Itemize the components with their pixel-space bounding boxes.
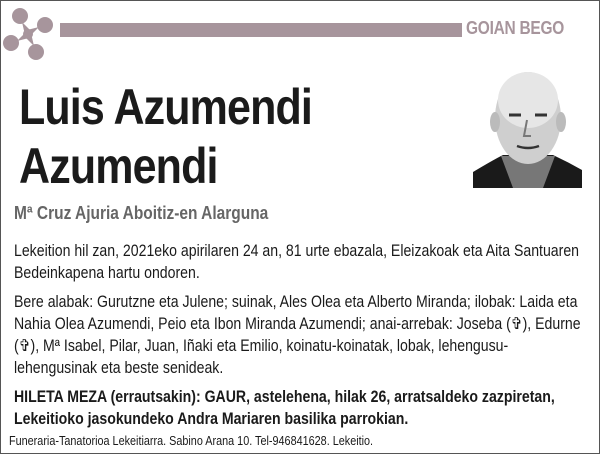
death-paragraph: Lekeition hil zan, 2021eko apirilaren 24 an, 81 urte ebazala, Eleizakoak eta Aita Santuaren Bedeinkapena hartu ondoren. <box>14 242 580 282</box>
portrait-photo <box>473 60 582 188</box>
name-line-2: Azumendi <box>19 138 218 194</box>
widow-subtitle: Mª Cruz Ajuria Aboitiz-en Alarguna <box>14 203 269 223</box>
deceased-name <box>19 78 312 196</box>
header-bar <box>60 23 462 37</box>
funeral-paragraph: HILETA MEZA (errautsakin): GAUR, astelehena, hilak 26, arratsaldeko zazpiretan, Lekeitioko jasokundeko Andra Mariaren basilika parrokian. <box>14 388 555 428</box>
family-paragraph: Bere alabak: Gurutzne eta Julene; suinak, Ales Olea eta Alberto Miranda; ilobak: Laida eta Nahia Olea Azumendi, Peio eta Ibon Miranda Azumendi; anai-arrebak: Joseba (✞), Edurne (✞), Mª Isabel, Pilar, Juan, Iñaki eta Emilio, koinatu-koinatak, lobak, lehengusu-lehengusinak eta beste senideak. <box>14 293 581 377</box>
name-line-1: Luis Azumendi <box>19 79 313 135</box>
notice-body <box>14 240 588 437</box>
lauburu-icon <box>3 8 53 60</box>
funeral-home-footer: Funeraria-Tanatorioa Lekeitiarra. Sabino Arana 10. Tel-946841628. Lekeitio. <box>9 434 374 448</box>
header-label: GOIAN BEGO <box>466 18 565 38</box>
